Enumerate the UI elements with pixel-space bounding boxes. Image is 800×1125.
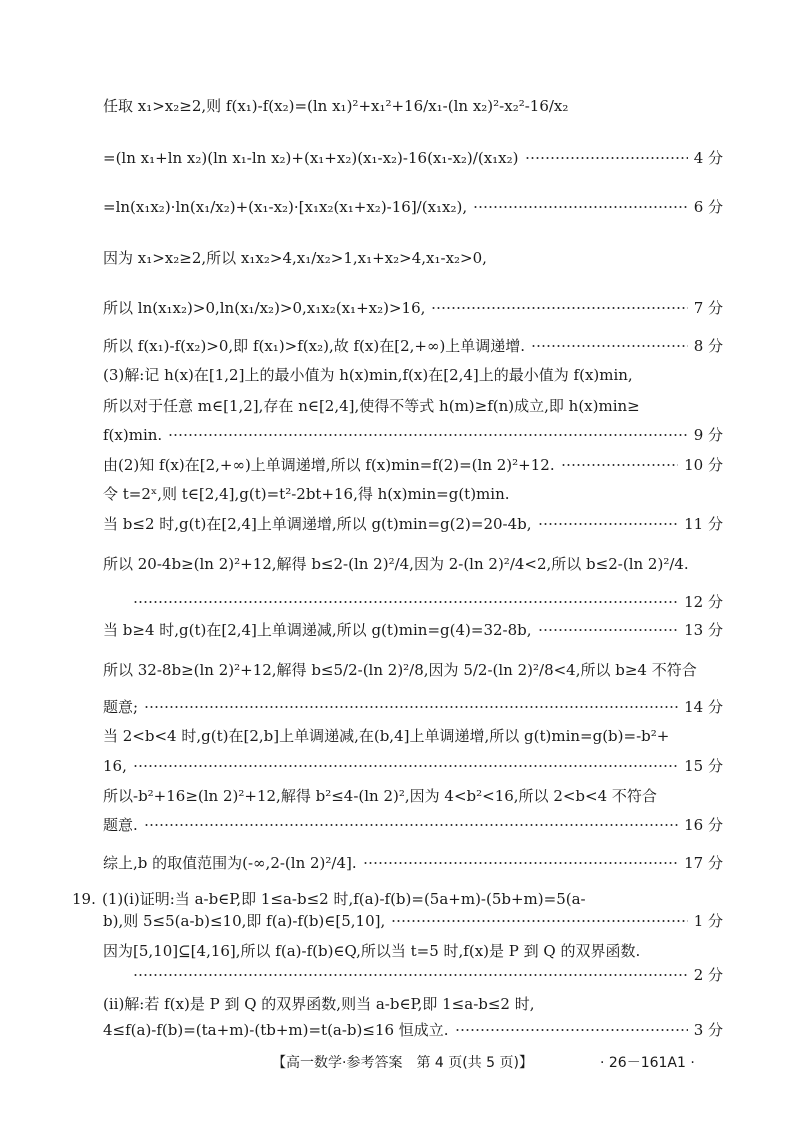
line-text: (ⅱ)解:若 f(x)是 P 到 Q 的双界函数,则当 a-b∈P,即 1≤a-b≤2 时, <box>103 995 535 1013</box>
score-label: 4 分 <box>693 149 723 167</box>
solution-line-12 <box>103 514 723 534</box>
line-text: 所以-b²+16≥(ln 2)²+12,解得 b²≤4-(ln 2)²,因为 4<b²<16,所以 2<b<4 不符合 <box>103 787 657 805</box>
line-text: =ln(x₁x₂)·ln(x₁/x₂)+(x₁-x₂)·[x₁x₂(x₁+x₂)-16]/(x₁x₂), <box>103 198 468 216</box>
line-text: 所以 32-8b≥(ln 2)²+12,解得 b≤5/2-(ln 2)²/8,因为 5/2-(ln 2)²/8<4,所以 b≥4 不符合 <box>103 661 697 679</box>
solution-line-24 <box>103 911 723 931</box>
solution-line-19 <box>103 756 723 776</box>
solution-line-10 <box>103 455 723 475</box>
solution-line-7 <box>103 365 723 385</box>
solution-line-21 <box>103 815 723 835</box>
score-label: 9 分 <box>693 426 723 444</box>
score-label: 3 分 <box>693 1021 723 1039</box>
solution-line-17 <box>103 697 723 717</box>
line-text: b),则 5≤5(a-b)≤10,即 f(a)-f(b)∈[5,10], <box>103 912 386 930</box>
footer-title: 【高一数学·参考答案 第 4 页(共 5 页)】 <box>272 1055 533 1071</box>
leader-dots <box>144 824 678 826</box>
leader-dots <box>538 629 679 631</box>
score-label: 16 分 <box>684 816 723 834</box>
leader-dots <box>525 157 688 159</box>
leader-dots <box>473 206 688 208</box>
line-text: 任取 x₁>x₂≥2,则 f(x₁)-f(x₂)=(ln x₁)²+x₁²+16/x₁-(ln x₂)²-x₂²-16/x₂ <box>103 97 569 115</box>
solution-line-4 <box>103 248 723 268</box>
score-label: 2 分 <box>693 966 723 984</box>
line-text: 题意; <box>103 698 139 716</box>
line-text: 当 2<b<4 时,g(t)在[2,b]上单调递减,在(b,4]上单调递增,所以 g(t)min=g(b)=-b²+ <box>103 727 670 745</box>
page-footer <box>0 1052 800 1072</box>
line-text: 令 t=2ˣ,则 t∈[2,4],g(t)=t²-2bt+16,得 h(x)min=g(t)min. <box>103 485 510 503</box>
line-text: (1)(ⅰ)证明:当 a-b∈P,即 1≤a-b≤2 时,f(a)-f(b)=(5a+m)-(5b+m)=5(a- <box>102 890 586 908</box>
line-text: 所以 f(x₁)-f(x₂)>0,即 f(x₁)>f(x₂),故 f(x)在[2,+∞)上单调递增. <box>103 337 526 355</box>
line-text: f(x)min. <box>103 426 163 444</box>
line-text: 题意. <box>103 816 138 834</box>
leader-dots <box>133 765 678 767</box>
score-label: 10 分 <box>684 456 723 474</box>
solution-line-20 <box>103 786 723 806</box>
solution-line-15 <box>103 620 723 640</box>
solution-line-26 <box>103 965 723 985</box>
leader-dots <box>455 1029 688 1031</box>
footer-code: · 26－161A1 · <box>600 1055 695 1071</box>
leader-dots <box>391 920 687 922</box>
line-text: 所以 20-4b≥(ln 2)²+12,解得 b≤2-(ln 2)²/4,因为 2-(ln 2)²/4<2,所以 b≤2-(ln 2)²/4. <box>103 555 689 573</box>
score-label: 17 分 <box>684 854 723 872</box>
line-text: 4≤f(a)-f(b)=(ta+m)-(tb+m)=t(a-b)≤16 恒成立. <box>103 1021 449 1039</box>
leader-dots <box>133 601 678 603</box>
solution-line-3 <box>103 197 723 217</box>
line-text: 所以 ln(x₁x₂)>0,ln(x₁/x₂)>0,x₁x₂(x₁+x₂)>16, <box>103 299 426 317</box>
score-label: 14 分 <box>684 698 723 716</box>
score-label: 11 分 <box>684 515 723 533</box>
solution-line-6 <box>103 336 723 356</box>
solution-line-23 <box>102 889 722 909</box>
solution-line-13 <box>103 554 723 574</box>
score-label: 13 分 <box>684 621 723 639</box>
solution-line-11 <box>103 484 723 504</box>
score-label: 15 分 <box>684 757 723 775</box>
solution-line-14 <box>103 592 723 612</box>
line-text: 16, <box>103 757 127 775</box>
leader-dots <box>561 464 679 466</box>
solution-line-5 <box>103 298 723 318</box>
line-text: 因为 x₁>x₂≥2,所以 x₁x₂>4,x₁/x₂>1,x₁+x₂>4,x₁-x₂>0, <box>103 249 487 267</box>
line-text: 由(2)知 f(x)在[2,+∞)上单调递增,所以 f(x)min=f(2)=(ln 2)²+12. <box>103 456 555 474</box>
score-label: 6 分 <box>693 198 723 216</box>
leader-dots <box>144 706 678 708</box>
line-text: 因为[5,10]⊆[4,16],所以 f(a)-f(b)∈Q,所以当 t=5 时,f(x)是 P 到 Q 的双界函数. <box>103 942 641 960</box>
score-label: 7 分 <box>693 299 723 317</box>
solution-line-28 <box>103 1020 723 1040</box>
line-text: 当 b≥4 时,g(t)在[2,4]上单调递减,所以 g(t)min=g(4)=32-8b, <box>103 621 532 639</box>
leader-dots <box>133 974 688 976</box>
solution-line-8 <box>103 396 723 416</box>
leader-dots <box>168 434 688 436</box>
line-text: 综上,b 的取值范围为(-∞,2-(ln 2)²/4]. <box>103 854 357 872</box>
solution-line-22 <box>103 853 723 873</box>
line-text: (3)解:记 h(x)在[1,2]上的最小值为 h(x)min,f(x)在[2,4]上的最小值为 f(x)min, <box>103 366 633 384</box>
leader-dots <box>538 523 679 525</box>
solution-line-18 <box>103 726 723 746</box>
score-label: 8 分 <box>693 337 723 355</box>
question-number: 19. <box>72 890 96 908</box>
solution-line-27 <box>103 994 723 1014</box>
score-label: 12 分 <box>684 593 723 611</box>
solution-line-1 <box>103 96 723 116</box>
leader-dots <box>363 862 679 864</box>
solution-line-25 <box>103 941 723 961</box>
solution-line-16 <box>103 660 723 680</box>
solution-line-2 <box>103 148 723 168</box>
line-text: 所以对于任意 m∈[1,2],存在 n∈[2,4],使得不等式 h(m)≥f(n)成立,即 h(x)min≥ <box>103 397 640 415</box>
score-label: 1 分 <box>693 912 723 930</box>
line-text: 当 b≤2 时,g(t)在[2,4]上单调递增,所以 g(t)min=g(2)=20-4b, <box>103 515 532 533</box>
solution-line-9 <box>103 425 723 445</box>
line-text: =(ln x₁+ln x₂)(ln x₁-ln x₂)+(x₁+x₂)(x₁-x₂)-16(x₁-x₂)/(x₁x₂) <box>103 149 519 167</box>
leader-dots <box>531 345 688 347</box>
leader-dots <box>431 307 687 309</box>
